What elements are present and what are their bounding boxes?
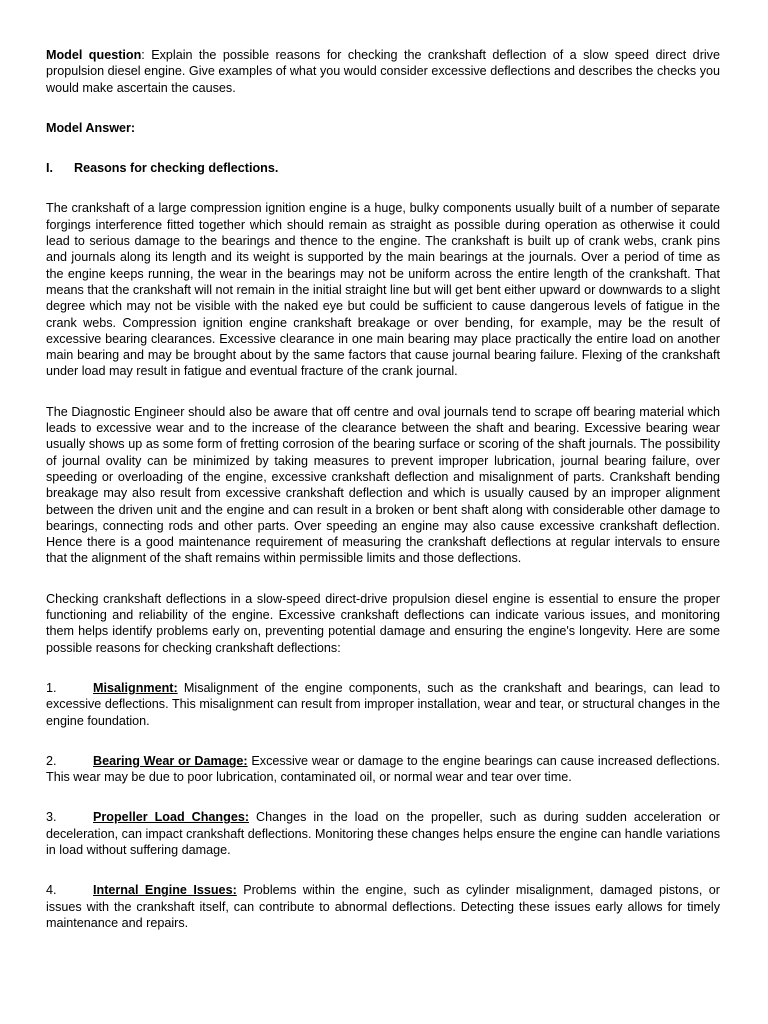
model-question-label: Model question xyxy=(46,48,142,62)
reason-text: Changes in the load on the propeller, such as during sudden acceleration or deceleration, can impact crankshaft deflections. Monitoring these changes helps ensure the engine can handle variations in load without suffering damage. xyxy=(46,810,720,857)
reason-term: Propeller Load Changes: xyxy=(93,810,250,825)
reason-term: Internal Engine Issues: xyxy=(93,883,237,898)
paragraph-crankshaft-overview: The crankshaft of a large compression ignition engine is a huge, bulky components usually built of a number of separate forgings interference fitted together which should remain as straight as possible during operation as otherwise it could lead to serious damage to the bearings and thence to the engine. The crankshaft is built up of crank webs, crank pins and journals along its length and its weight is supported by the main bearings at the journals. Over a period of time as the engine keeps running, the wear in the bearings may not be uniform across the entire length of the crankshaft. That means that the crankshaft will not remain in the initial straight line but will get bent either upward or downwards to a slight degree which may not be visible with the naked eye but could be sufficient to cause dangerous levels of fatigue in the crank webs. Compression ignition engine crankshaft breakage or over bending, for example, may be the result of excessive bearing clearances. Excessive clearance in one main bearing may place practically the entire load on another main bearing and may be brought about by the same factors that cause journal bearing failure. Flexing of the crankshaft under load may result in fatigue and eventual fracture of the crank journal. xyxy=(46,201,720,379)
model-question-text: : Explain the possible reasons for checking the crankshaft deflection of a slow speed direct drive propulsion diesel engine. Give examples of what you would consider excessive deflections and describes the checks you would make ascertain the causes. xyxy=(46,48,720,95)
reason-number: 3. xyxy=(46,810,57,825)
paragraph-checking-deflections: Checking crankshaft deflections in a slow-speed direct-drive propulsion diesel engine is essential to ensure the proper functioning and reliability of the engine. Excessive crankshaft deflections can indicate various issues, and monitoring them helps identify problems early on, preventing potential damage and ensuring the engine's longevity. Here are some possible reasons for checking crankshaft deflections: xyxy=(46,591,720,655)
reason-item xyxy=(46,753,720,786)
section-number: I. xyxy=(46,161,53,176)
model-question xyxy=(46,47,720,96)
section-heading xyxy=(46,160,720,176)
reason-item xyxy=(46,882,720,931)
paragraph-diagnostic-engineer: The Diagnostic Engineer should also be aware that off centre and oval journals tend to scrape off bearing material which leads to excessive wear and to the increase of the clearance between the shaft and bearing. Excessive bearing wear usually shows up as some form of fretting corrosion of the bearing surface or scoring of the shaft journals. The possibility of journal ovality can be minimized by taking measures to prevent improper lubrication, journal bearing failure, over speeding or overloading of the engine, excessive crankshaft deflection and misalignment of parts. Crankshaft bending breakage may also result from excessive crankshaft deflection and which is usually caused by an improper alignment between the driven unit and the engine and can result in a broken or bent shaft along with considerable other damage to bearings, connecting rods and other parts. Over speeding an engine may also cause excessive crankshaft deflection. Hence there is a good maintenance requirement of measuring the crankshaft deflections at regular intervals to ensure that the alignment of the shaft remains within permissible limits and those deflections. xyxy=(46,404,720,566)
section-title: Reasons for checking deflections. xyxy=(74,161,279,176)
reason-term: Bearing Wear or Damage: xyxy=(93,753,248,768)
reason-number: 2. xyxy=(46,753,57,768)
reason-term: Misalignment: xyxy=(93,680,178,695)
reason-text: Excessive wear or damage to the engine bearings can cause increased deflections. This wear may be due to poor lubrication, contaminated oil, or normal wear and tear over time. xyxy=(46,753,720,785)
document-page xyxy=(46,47,720,955)
reason-item xyxy=(46,809,720,858)
reason-number: 1. xyxy=(46,680,57,695)
reason-item xyxy=(46,680,720,729)
reason-text: Misalignment of the engine components, such as the crankshaft and bearings, can lead to excessive deflections. This misalignment can result from improper installation, wear and tear, or structural changes in the engine foundation. xyxy=(46,680,720,728)
reason-number: 4. xyxy=(46,883,57,898)
reason-text: Problems within the engine, such as cylinder misalignment, damaged pistons, or issues with the crankshaft itself, can contribute to abnormal deflections. Detecting these issues early allows for timely maintenance and repairs. xyxy=(46,883,720,930)
model-answer-label: Model Answer: xyxy=(46,120,136,135)
